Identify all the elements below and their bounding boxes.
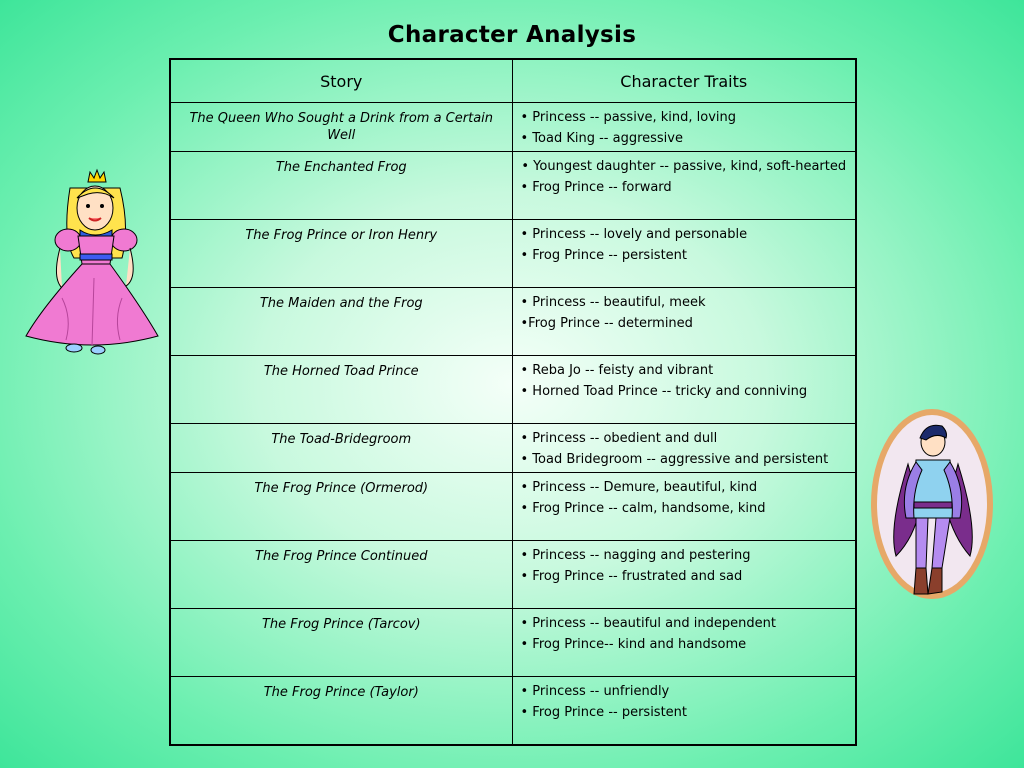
trait-line: • Toad King -- aggressive — [520, 131, 683, 146]
traits-cell — [512, 473, 856, 541]
table-row — [170, 677, 856, 745]
princess-illustration — [22, 168, 162, 363]
traits-cell — [512, 609, 856, 677]
character-analysis-table — [169, 58, 857, 746]
trait-line: • Princess -- obedient and dull — [520, 431, 718, 446]
story-cell: The Queen Who Sought a Drink from a Certain Well — [170, 103, 512, 152]
story-cell: The Frog Prince (Tarcov) — [170, 609, 512, 677]
table-row — [170, 424, 856, 473]
table-row — [170, 103, 856, 152]
trait-line: •Frog Prince -- determined — [520, 316, 693, 331]
traits-cell — [512, 220, 856, 288]
trait-line: • Frog Prince -- persistent — [520, 248, 688, 263]
table-row — [170, 609, 856, 677]
traits-cell — [512, 424, 856, 473]
trait-line: • Frog Prince -- calm, handsome, kind — [520, 501, 766, 516]
trait-line: • Princess -- beautiful, meek — [520, 295, 706, 310]
table-row — [170, 152, 856, 220]
trait-line: • Frog Prince-- kind and handsome — [520, 637, 747, 652]
story-cell: The Frog Prince or Iron Henry — [170, 220, 512, 288]
story-cell: The Toad-Bridegroom — [170, 424, 512, 473]
trait-line: • Youngest daughter -- passive, kind, soft-hearted — [521, 159, 847, 174]
trait-line: • Princess -- nagging and pestering — [520, 548, 751, 563]
trait-line: • Princess -- lovely and personable — [520, 227, 748, 242]
table-row — [170, 288, 856, 356]
trait-line: • Horned Toad Prince -- tricky and conniving — [520, 384, 808, 399]
table-header-row — [170, 59, 856, 103]
traits-cell — [512, 677, 856, 745]
trait-line: • Princess -- Demure, beautiful, kind — [520, 480, 758, 495]
prince-illustration — [870, 408, 998, 616]
traits-cell — [512, 356, 856, 424]
story-cell: The Enchanted Frog — [170, 152, 512, 220]
table-row — [170, 356, 856, 424]
trait-line: • Frog Prince -- persistent — [520, 705, 688, 720]
column-header-character-traits: Character Traits — [512, 59, 856, 103]
trait-line: • Toad Bridegroom -- aggressive and persistent — [520, 452, 829, 467]
story-cell: The Frog Prince Continued — [170, 541, 512, 609]
table-row — [170, 473, 856, 541]
story-cell: The Maiden and the Frog — [170, 288, 512, 356]
story-cell: The Horned Toad Prince — [170, 356, 512, 424]
trait-line: • Reba Jo -- feisty and vibrant — [520, 363, 714, 378]
table-row — [170, 541, 856, 609]
traits-cell — [512, 152, 856, 220]
trait-line: • Princess -- passive, kind, loving — [520, 110, 737, 125]
story-cell: The Frog Prince (Ormerod) — [170, 473, 512, 541]
traits-cell — [512, 288, 856, 356]
column-header-story: Story — [170, 59, 512, 103]
trait-line: • Frog Prince -- forward — [520, 180, 672, 195]
trait-line: • Frog Prince -- frustrated and sad — [520, 569, 743, 584]
table-row — [170, 220, 856, 288]
page-title: Character Analysis — [387, 22, 637, 48]
trait-line: • Princess -- unfriendly — [520, 684, 670, 699]
story-cell: The Frog Prince (Taylor) — [170, 677, 512, 745]
traits-cell — [512, 541, 856, 609]
trait-line: • Princess -- beautiful and independent — [520, 616, 776, 631]
traits-cell — [512, 103, 856, 152]
